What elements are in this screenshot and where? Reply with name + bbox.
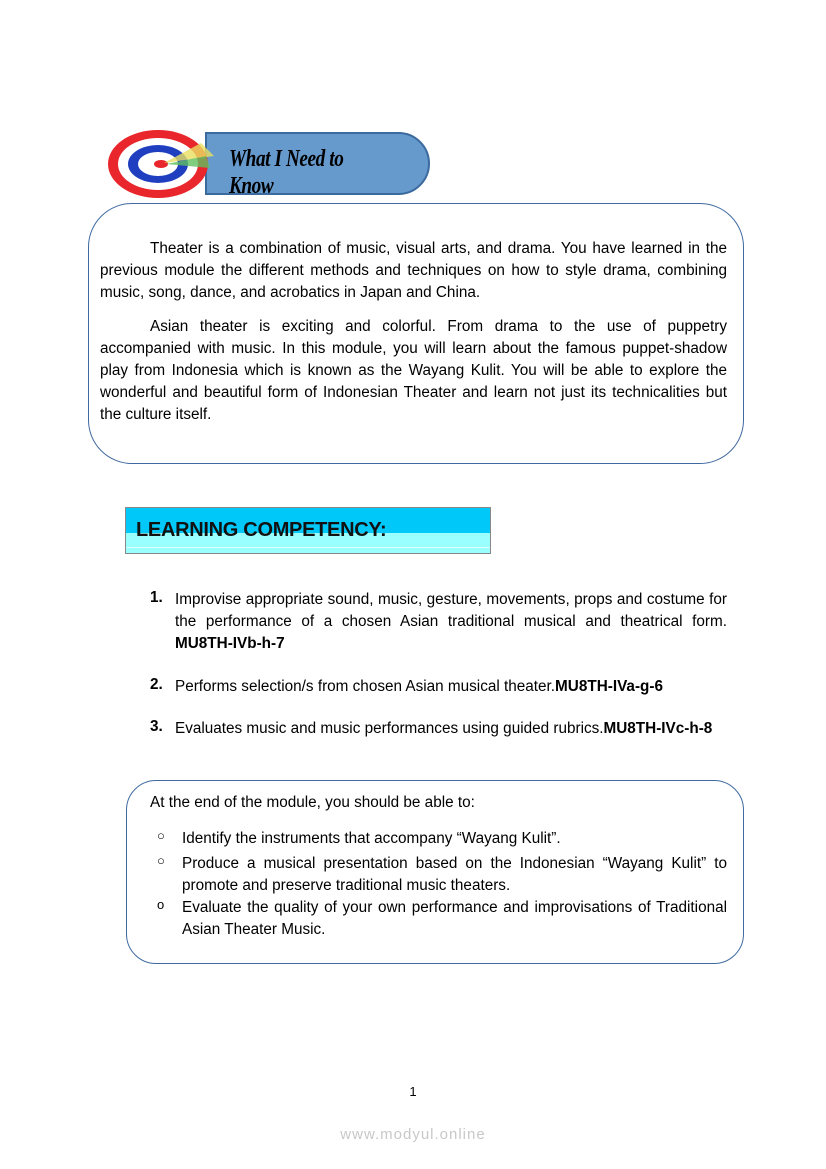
competency-item [150, 718, 727, 740]
objective-item [157, 828, 727, 850]
intro-text [100, 238, 727, 438]
dartboard-icon [106, 128, 220, 200]
objective-text: Produce a musical presentation based on the Indonesian “Wayang Kulit” to promote and preserve traditional music theaters. [182, 855, 727, 894]
objective-text: Identify the instruments that accompany “Wayang Kulit”. [182, 830, 561, 847]
item-number: 3. [150, 718, 163, 735]
competency-item [150, 676, 727, 698]
heading-text: LEARNING COMPETENCY: [136, 519, 387, 541]
competency-item [150, 589, 727, 655]
item-number: 2. [150, 676, 163, 693]
bullet-icon: o [157, 897, 165, 912]
bullet-icon: ○ [157, 828, 165, 843]
section-banner [205, 132, 430, 199]
item-text: Performs selection/s from chosen Asian musical theater. [175, 678, 556, 695]
learning-competency-heading [125, 507, 491, 554]
item-code: MU8TH-IVa-g-6 [555, 678, 663, 695]
item-code: MU8TH-IVb-h-7 [175, 635, 285, 652]
item-number: 1. [150, 589, 163, 606]
objective-item [157, 853, 727, 897]
item-text: Evaluates music and music performances using guided rubrics. [175, 720, 604, 737]
watermark: www.modyul.online [340, 1126, 486, 1143]
section-title: What I Need to Know [229, 146, 344, 199]
bullet-icon: ○ [157, 853, 165, 868]
intro-paragraph: Theater is a combination of music, visual arts, and drama. You have learned in the previous module the different methods and techniques on how to style drama, combining music, song, dance, and acrobatics in Japan and China. [100, 240, 727, 301]
objective-text: Evaluate the quality of your own performance and improvisations of Traditional Asian Theater Music. [182, 899, 727, 938]
objectives-intro: At the end of the module, you should be able to: [150, 794, 475, 811]
intro-paragraph: Asian theater is exciting and colorful. From drama to the use of puppetry accompanied with music. In this module, you will learn about the famous puppet-shadow play from Indonesia which is known as the Wayang Kulit. You will be able to explore the wonderful and beautiful form of Indonesian Theater and learn not just its technicalities but the culture itself. [100, 318, 727, 423]
item-code: MU8TH-IVc-h-8 [603, 720, 713, 737]
item-text: Improvise appropriate sound, music, gesture, movements, props and costume for the performance of a chosen Asian traditional musical and theatrical form. [175, 591, 727, 630]
page-number: 1 [409, 1084, 417, 1099]
objective-item [157, 897, 727, 941]
